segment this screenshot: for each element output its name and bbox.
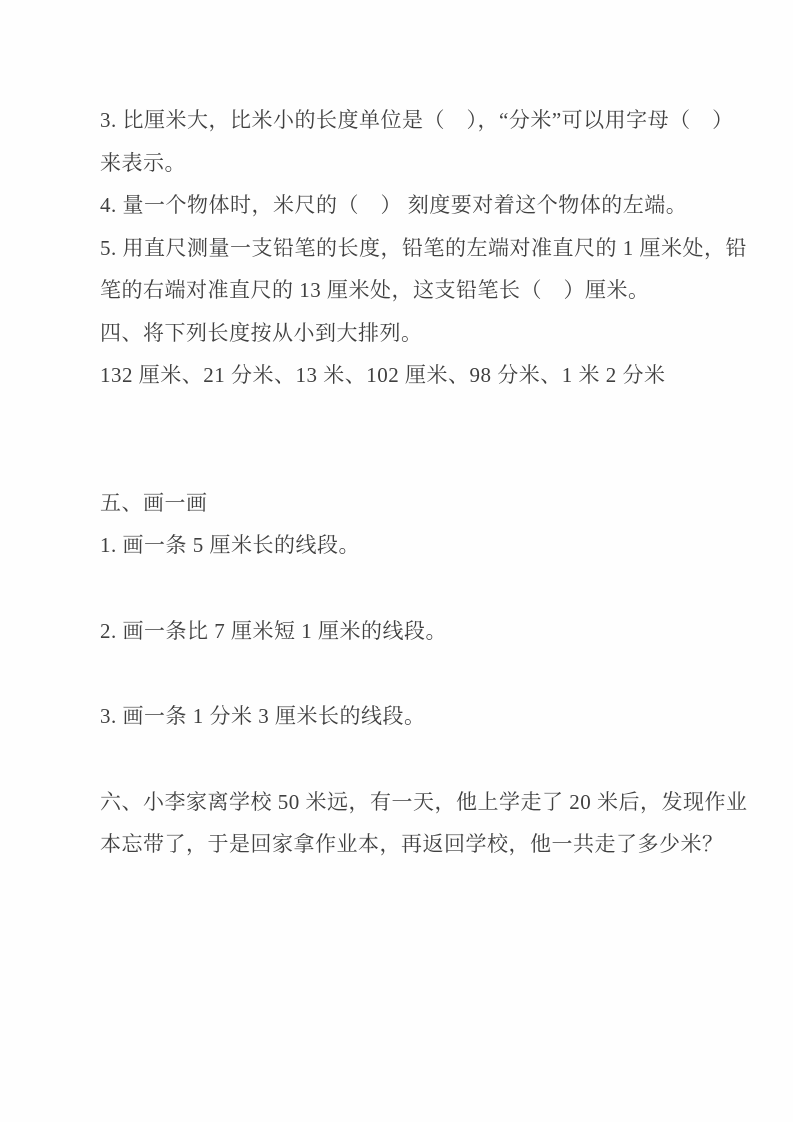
section-four-items: 132 厘米、21 分米、13 米、102 厘米、98 分米、1 米 2 分米 bbox=[100, 363, 666, 387]
section-six-line-2: 本忘带了，于是回家拿作业本，再返回学校，他一共走了多少米？ bbox=[100, 832, 724, 856]
section-four-heading: 四、将下列长度按从小到大排列。 bbox=[100, 320, 423, 345]
question-3-line-1: 3. 比厘米大，比米小的长度单位是（ ），“分米”可以用字母（ ） bbox=[100, 108, 734, 132]
question-4: 4. 量一个物体时，米尺的（ ） 刻度要对着这个物体的左端。 bbox=[100, 193, 688, 217]
section-five-heading: 五、画一画 bbox=[100, 490, 208, 515]
question-3-line-2: 来表示。 bbox=[100, 150, 186, 175]
section-five-question-3: 3. 画一条 1 分米 3 厘米长的线段。 bbox=[100, 704, 426, 728]
question-5-line-2: 笔的右端对准直尺的 13 厘米处，这支铅笔长（ ）厘米。 bbox=[100, 278, 650, 302]
worksheet-body bbox=[100, 99, 748, 866]
question-5-line-1: 5. 用直尺测量一支铅笔的长度，铅笔的左端对准直尺的 1 厘米处，铅 bbox=[100, 235, 747, 260]
section-five-question-1: 1. 画一条 5 厘米长的线段。 bbox=[100, 533, 360, 557]
section-six-line-1: 六、小李家离学校 50 米远，有一天，他上学走了 20 米后，发现作业 bbox=[100, 789, 748, 814]
section-five-question-2: 2. 画一条比 7 厘米短 1 厘米的线段。 bbox=[100, 618, 447, 643]
